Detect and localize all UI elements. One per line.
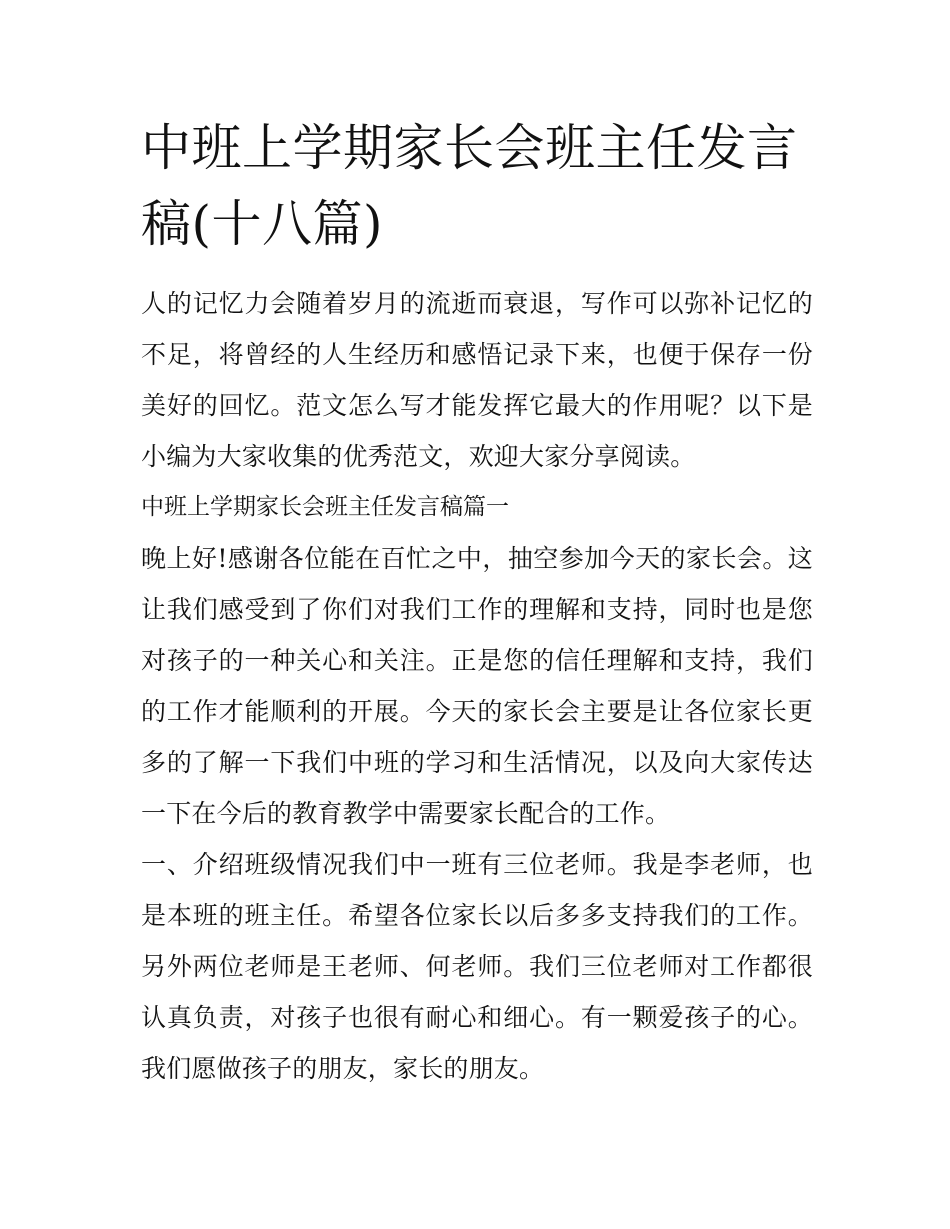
- body-paragraph-class-intro: 一、介绍班级情况我们中一班有三位老师。我是李老师，也是本班的班主任。希望各位家长以后多多支持我们的工作。另外两位老师是王老师、何老师。我们三位老师对工作都很认真负责，对孩子也很有耐心和细心。有一颗爱孩子的心。我们愿做孩子的朋友，家长的朋友。: [141, 850, 813, 1083]
- intro-paragraph: 人的记忆力会随着岁月的流逝而衰退，写作可以弥补记忆的不足，将曾经的人生经历和感悟记录下来，也便于保存一份美好的回忆。范文怎么写才能发挥它最大的作用呢？以下是小编为大家收集的优秀范文，欢迎大家分享阅读。: [141, 289, 813, 471]
- section-heading: 中班上学期家长会班主任发言稿篇一: [141, 494, 509, 520]
- document-body: [141, 110, 813, 1094]
- body-paragraph-greeting: 晚上好!感谢各位能在百忙之中，抽空参加今天的家长会。这让我们感受到了你们对我们工作的理解和支持，同时也是您对孩子的一种关心和关注。正是您的信任理解和支持，我们的工作才能顺利的开展。今天的家长会主要是让各位家长更多的了解一下我们中班的学习和生活情况，以及向大家传达一下在今后的教育教学中需要家长配合的工作。: [141, 544, 813, 828]
- document-title: 中班上学期家长会班主任发言稿(十八篇): [141, 119, 798, 253]
